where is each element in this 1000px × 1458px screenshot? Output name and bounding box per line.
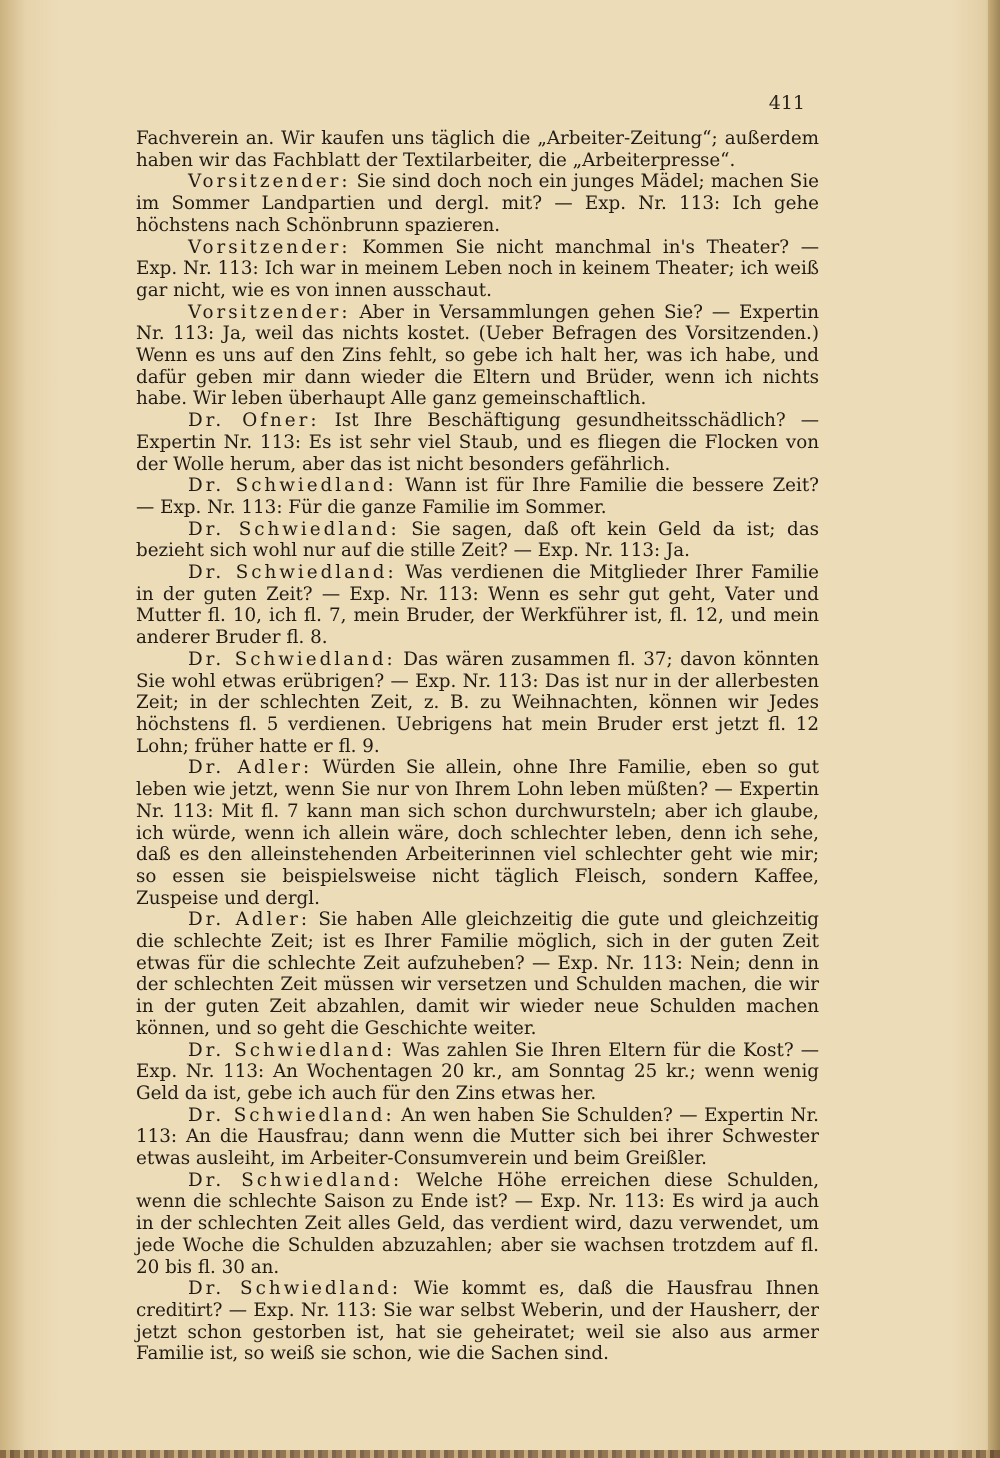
paragraph-text: An wen haben Sie Schulden? — Expertin Nr. 113: An die Hausfrau; dann wenn die Mutter sich bei ihrer Schwester etwas ausleiht, im Arbeiter-Consumverein und beim Greißler. [136, 1104, 819, 1170]
speaker-label: Dr. Schwiedland: [188, 562, 397, 584]
paragraph [136, 1170, 819, 1279]
paragraph-text: Was zahlen Sie Ihren Eltern für die Kost? — Exp. Nr. 113: An Wochentagen 20 kr., am Sonntag 25 kr.; wenn wenig Geld da ist, gebe ich auch für den Zins etwas her. [136, 1039, 819, 1104]
paragraph [136, 475, 819, 518]
speaker-label: Dr. Schwiedland: [188, 1278, 401, 1300]
paragraph [136, 302, 819, 411]
speaker-label: Dr. Schwiedland: [188, 1169, 403, 1191]
body-text [136, 128, 819, 1365]
speaker-label: Dr. Schwiedland: [188, 1039, 396, 1061]
paragraph [136, 519, 819, 562]
paragraph [136, 410, 819, 475]
speaker-label: Dr. Adler: [188, 909, 311, 931]
paragraph-text: Fachverein an. Wir kaufen uns täglich die „Arbeiter-Zeitung“; außerdem haben wir das Fachblatt der Textilarbeiter, die „Arbeiterpresse“. [136, 128, 819, 171]
paragraph-text: Kommen Sie nicht manchmal in's Theater? — Exp. Nr. 113: Ich war in meinem Leben noch in keinem Theater; ich weiß gar nicht, wie es von innen ausschaut. [136, 236, 819, 301]
paragraph-text: Wie kommt es, daß die Hausfrau Ihnen creditirt? — Exp. Nr. 113: Sie war selbst Weberin, und der Hausherr, der jetzt schon gestorben ist, hat sie geheiratet; weil sie also aus armer Familie ist, so weiß sie schon, wie die Sachen sind. [136, 1278, 819, 1365]
paragraph [136, 237, 819, 302]
speaker-label: Dr. Schwiedland: [188, 1104, 395, 1126]
page-edge-right [988, 0, 1000, 1458]
speaker-label: Dr. Schwiedland: [188, 475, 397, 497]
paragraph [136, 757, 819, 909]
paragraph [136, 171, 819, 236]
paragraph [136, 649, 819, 758]
paragraph [136, 562, 819, 649]
speaker-label: Dr. Schwiedland: [188, 518, 400, 540]
paragraph-text: Sie haben Alle gleichzeitig die gute und gleichzeitig die schlechte Zeit; ist es Ihrer Familie möglich, sich in der guten Zeit etwas für die schlechte Zeit aufzuheben? — Exp. Nr. 113: Nein; denn in der schlechten Zeit müssen wir versetzen und Schulden machen, die wir in der guten Zeit abzahlen, damit wir wieder neue Schulden machen können, und so geht die Geschichte weiter. [136, 909, 819, 1039]
speaker-label: Vorsitzender: [188, 171, 351, 193]
paragraph-text: Das wären zusammen fl. 37; davon könnten Sie wohl etwas erübrigen? — Exp. Nr. 113: Das ist nur in der allerbesten Zeit; in der schlechten Zeit, z. B. zu Weihnachten, können wir Jedes höchstens fl. 5 verdienen. Uebrigens hat mein Bruder erst jetzt fl. 12 Lohn; früher hatte er fl. 9. [136, 648, 820, 757]
speaker-label: Dr. Adler: [188, 757, 313, 779]
paragraph-text: Ist Ihre Beschäftigung gesundheitsschädlich? — Expertin Nr. 113: Es ist sehr viel Staub, und es fliegen die Flocken von der Wolle herum, aber das ist nicht besonders gefährlich. [136, 410, 820, 475]
paragraph-text: Was verdienen die Mitglieder Ihrer Familie in der guten Zeit? — Exp. Nr. 113: Wenn es sehr gut geht, Vater und Mutter fl. 10, ich fl. 7, mein Bruder, der Werkführer ist, fl. 12, und mein anderer Bruder fl. 8. [136, 562, 819, 649]
speaker-label: Dr. Ofner: [188, 410, 320, 432]
paragraph [136, 1278, 819, 1365]
paragraph [136, 1040, 819, 1105]
paragraph-text: Sie sagen, daß oft kein Geld da ist; das bezieht sich wohl nur auf die stille Zeit? — Exp. Nr. 113: Ja. [136, 518, 819, 562]
paragraph [136, 128, 819, 171]
page-number: 411 [768, 92, 805, 114]
paragraph-text: Welche Höhe erreichen diese Schulden, wenn die schlechte Saison zu Ende ist? — Exp. Nr. 113: Es wird ja auch in der schlechten Zeit alles Geld, das verdient wird, dazu verwendet, um jede Woche die Schulden abzuzahlen; aber sie wachsen trotzdem auf fl. 20 bis fl. 30 an. [136, 1169, 820, 1278]
paragraph [136, 1105, 819, 1170]
paragraph-text: Sie sind doch noch ein junges Mädel; machen Sie im Sommer Landpartien und dergl. mit? — Exp. Nr. 113: Ich gehe höchstens nach Schönbrunn spazieren. [136, 171, 819, 236]
paragraph [136, 909, 819, 1039]
paragraph-text: Wann ist für Ihre Familie die bessere Zeit? — Exp. Nr. 113: Für die ganze Familie im Sommer. [136, 475, 819, 518]
speaker-label: Vorsitzender: [188, 301, 351, 323]
page-edge-bottom [0, 1450, 1000, 1458]
paragraph-text: Aber in Versammlungen gehen Sie? — Expertin Nr. 113: Ja, weil das nichts kostet. (Ueber Befragen des Vorsitzenden.) Wenn es uns auf den Zins fehlt, so gebe ich halt her, was ich habe, und dafür geben mir dann wieder die Eltern und Brüder, wenn ich nichts habe. Wir leben überhaupt Alle ganz gemeinschaftlich. [136, 301, 819, 410]
speaker-label: Dr. Schwiedland: [188, 648, 396, 670]
paragraph-text: Würden Sie allein, ohne Ihre Familie, eben so gut leben wie jetzt, wenn Sie nur von Ihrem Lohn leben müßten? — Expertin Nr. 113: Mit fl. 7 kann man sich schon durchwursteln; aber ich glaube, ich würde, wenn ich allein wäre, doch schlechter leben, denn ich sehe, daß es den alleinstehenden Arbeiterinnen viel schlechter geht wie mir; so essen sie beispielsweise nicht täglich Fleisch, sondern Kaffee, Zuspeise und dergl. [136, 757, 819, 909]
speaker-label: Vorsitzender: [188, 236, 351, 258]
